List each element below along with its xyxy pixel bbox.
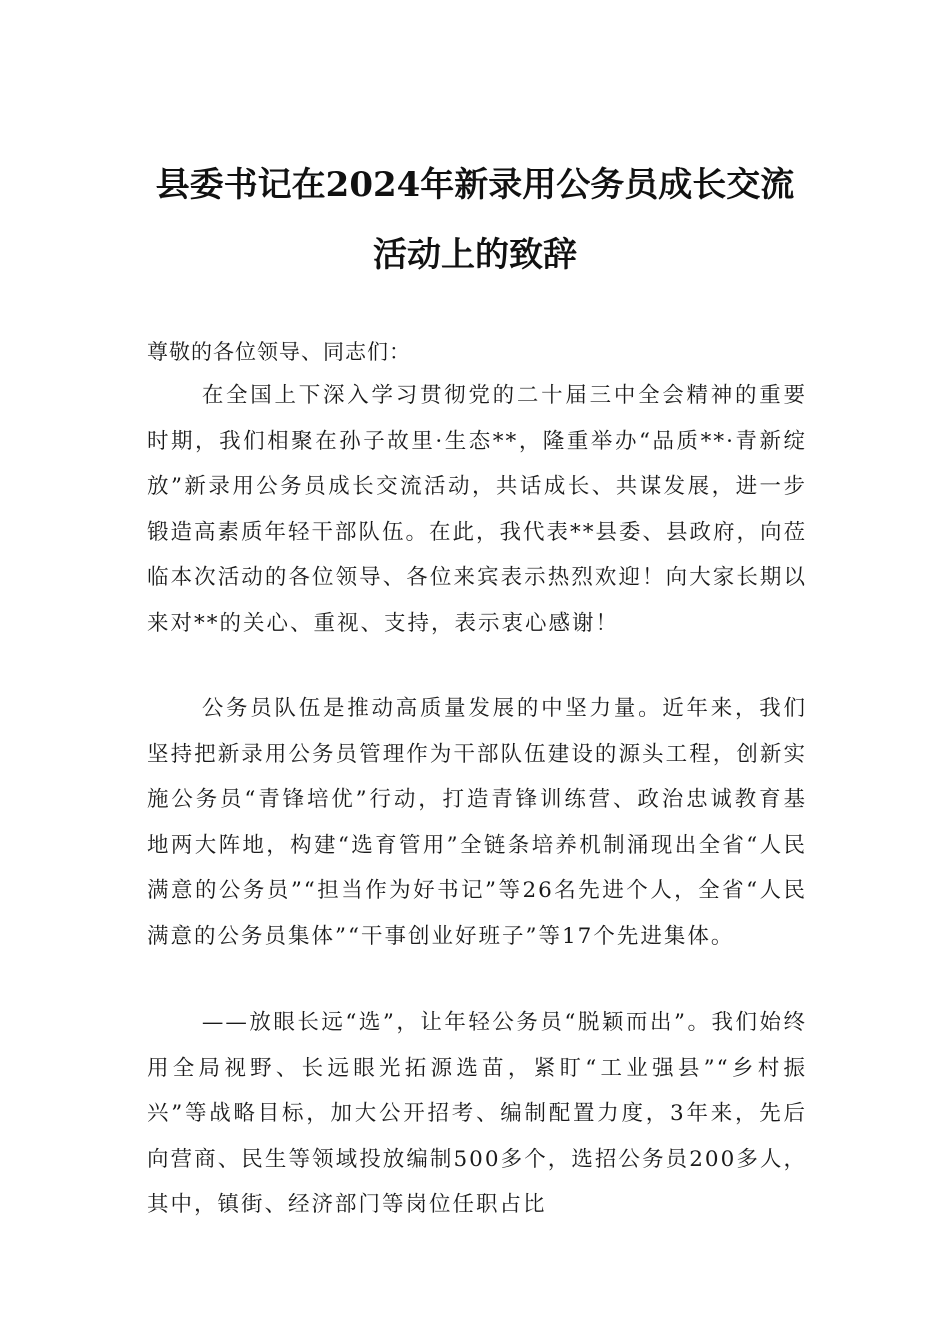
document-title-line-2: 活动上的致辞: [373, 235, 577, 275]
paragraph-civil-servants: 公务员队伍是推动高质量发展的中坚力量。近年来，我们坚持把新录用公务员管理作为干部队伍建设的源头工程，创新实施公务员“青锋培优”行动，打造青锋训练营、政治忠诚教育基地两大阵地，构建“选育管用”全链条培养机制涌现出全省“人民满意的公务员”“担当作为好书记”等26名先进个人，全省“人民满意的公务员集体”“干事创业好班子”等17个先进集体。: [147, 696, 807, 949]
document-title-line-1: 县委书记在2024年新录用公务员成长交流: [155, 165, 795, 205]
paragraph-selection: ——放眼长远“选”，让年轻公务员“脱颖而出”。我们始终用全局视野、长远眼光拓源选苗，紧盯“工业强县”“乡村振兴”等战略目标，加大公开招考、编制配置力度，3年来，先后向营商、民生等领域投放编制500多个，选招公务员200多人，其中，镇街、经济部门等岗位任职占比: [147, 1010, 807, 1217]
salutation: 尊敬的各位领导、同志们：: [147, 340, 411, 364]
paragraph-opening: 在全国上下深入学习贯彻党的二十届三中全会精神的重要时期，我们相聚在孙子故里·生态**，隆重举办“品质**·青新绽放”新录用公务员成长交流活动，共话成长、共谋发展，进一步锻造高素质年轻干部队伍。在此，我代表**县委、县政府，向莅临本次活动的各位领导、各位来宾表示热烈欢迎！向大家长期以来对**的关心、重视、支持，表示衷心感谢！: [147, 383, 808, 636]
